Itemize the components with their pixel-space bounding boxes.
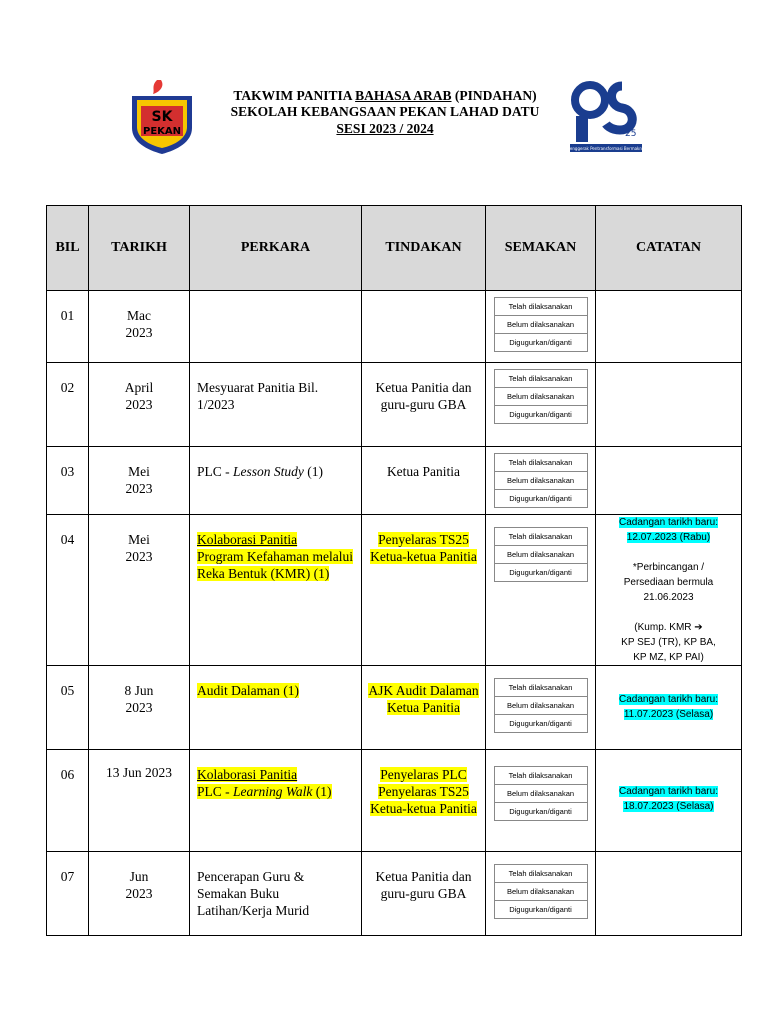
table-row — [47, 515, 742, 666]
semakan-belum[interactable]: Belum dilaksanakan — [495, 883, 587, 901]
semakan-telah[interactable]: Telah dilaksanakan — [495, 454, 587, 472]
semakan-telah[interactable]: Telah dilaksanakan — [495, 865, 587, 883]
col-tarikh: TARIKH — [89, 206, 190, 291]
catatan-cell — [596, 291, 742, 363]
title-line-3: SESI 2023 / 2024 — [336, 121, 434, 136]
bil-cell: 03 — [60, 464, 75, 479]
tarikh-cell: 13 Jun 2023 — [105, 765, 172, 780]
logo-text-sk: SK — [151, 109, 173, 125]
bil-cell: 06 — [60, 767, 75, 782]
tindakan-cell: Ketua Panitia — [386, 464, 461, 479]
catatan-cell — [596, 447, 742, 515]
table-row — [47, 666, 742, 750]
semakan-checklist[interactable] — [494, 369, 588, 424]
semakan-telah[interactable]: Telah dilaksanakan — [495, 679, 587, 697]
semakan-checklist[interactable] — [494, 678, 588, 733]
perkara-cell: Pencerapan Guru & Semakan Buku Latihan/Kerja Murid — [197, 869, 310, 918]
semakan-belum[interactable]: Belum dilaksanakan — [495, 697, 587, 715]
semakan-digugurkan[interactable]: Digugurkan/diganti — [509, 410, 572, 419]
school-logo — [127, 78, 197, 156]
col-semakan: SEMAKAN — [486, 206, 596, 291]
semakan-belum[interactable]: Belum dilaksanakan — [495, 472, 587, 490]
bil-cell: 02 — [60, 380, 75, 395]
semakan-checklist[interactable] — [494, 297, 588, 352]
tarikh-cell: April 2023 — [124, 380, 154, 412]
semakan-belum[interactable]: Belum dilaksanakan — [495, 785, 587, 803]
perkara-cell: Audit Dalaman (1) — [197, 683, 299, 698]
perkara-cell: Kolaborasi Panitia Program Kefahaman melalui Reka Bentuk (KMR) (1) — [197, 532, 353, 581]
semakan-belum[interactable]: Belum dilaksanakan — [495, 546, 587, 564]
catatan-cell: Cadangan tarikh baru: 18.07.2023 (Selasa) — [619, 786, 718, 812]
takwim-table — [46, 205, 742, 936]
tarikh-cell: Jun 2023 — [125, 869, 153, 901]
semakan-digugurkan[interactable]: Digugurkan/diganti — [509, 905, 572, 914]
semakan-telah[interactable]: Telah dilaksanakan — [495, 370, 587, 388]
title-line-2: SEKOLAH KEBANGSAAN PEKAN LAHAD DATU — [230, 104, 540, 119]
title-line-1: TAKWIM PANITIA BAHASA ARAB (PINDAHAN) — [233, 88, 537, 103]
bil-cell: 07 — [60, 869, 75, 884]
semakan-digugurkan[interactable]: Digugurkan/diganti — [509, 807, 572, 816]
table-header-row — [47, 206, 742, 291]
catatan-cell: Cadangan tarikh baru: 11.07.2023 (Selasa) — [619, 694, 718, 720]
semakan-digugurkan[interactable]: Digugurkan/diganti — [509, 494, 572, 503]
col-bil: BIL — [47, 206, 89, 291]
col-catatan: CATATAN — [596, 206, 742, 291]
logo-text-pekan: PEKAN — [142, 126, 182, 137]
tindakan-cell: Ketua Panitia dan guru-guru GBA — [375, 380, 472, 412]
bil-cell: 01 — [60, 308, 75, 323]
semakan-checklist[interactable] — [494, 864, 588, 919]
semakan-checklist[interactable] — [494, 453, 588, 508]
logo-tagline: Penggerak Pentransformasi Bermakna — [570, 146, 642, 151]
table-row — [47, 852, 742, 936]
logo-text-25: 25 — [625, 129, 637, 139]
perkara-cell — [190, 291, 361, 307]
tindakan-cell: AJK Audit Dalaman Ketua Panitia — [368, 683, 479, 715]
semakan-telah[interactable]: Telah dilaksanakan — [495, 298, 587, 316]
table-row — [47, 750, 742, 852]
col-tindakan: TINDAKAN — [362, 206, 486, 291]
table-row — [47, 363, 742, 447]
tindakan-cell: Penyelaras TS25 Ketua-ketua Panitia — [370, 532, 477, 564]
semakan-checklist[interactable] — [494, 766, 588, 821]
table-row — [47, 291, 742, 363]
semakan-belum[interactable]: Belum dilaksanakan — [495, 388, 587, 406]
tindakan-cell — [362, 291, 485, 307]
tarikh-cell: Mac 2023 — [125, 308, 153, 340]
semakan-telah[interactable]: Telah dilaksanakan — [495, 528, 587, 546]
semakan-digugurkan[interactable]: Digugurkan/diganti — [509, 568, 572, 577]
catatan-cell — [596, 363, 742, 447]
tarikh-cell: 8 Jun 2023 — [124, 683, 154, 715]
tindakan-cell: Penyelaras PLC Penyelaras TS25 Ketua-ketua Panitia — [370, 767, 477, 816]
tarikh-cell: Mei 2023 — [125, 532, 153, 564]
semakan-digugurkan[interactable]: Digugurkan/diganti — [509, 719, 572, 728]
tarikh-cell: Mei 2023 — [125, 464, 153, 496]
catatan-cell: Cadangan tarikh baru: 12.07.2023 (Rabu) *Perbincangan / Persediaan bermula 21.06.2023 (Kump. KMR ➔ KP SEJ (TR), KP BA, KP MZ, KP PAI) — [619, 517, 718, 663]
ts25-logo — [570, 78, 642, 152]
semakan-digugurkan[interactable]: Digugurkan/diganti — [509, 338, 572, 347]
tindakan-cell: Ketua Panitia dan guru-guru GBA — [375, 869, 472, 901]
col-perkara: PERKARA — [190, 206, 362, 291]
table-row — [47, 447, 742, 515]
catatan-cell — [596, 852, 742, 936]
semakan-telah[interactable]: Telah dilaksanakan — [495, 767, 587, 785]
perkara-cell: Mesyuarat Panitia Bil. 1/2023 — [197, 380, 319, 412]
semakan-checklist[interactable] — [494, 527, 588, 582]
perkara-cell: Kolaborasi Panitia PLC - Learning Walk (1) — [197, 767, 332, 799]
bil-cell: 04 — [60, 532, 75, 547]
perkara-cell: PLC - Lesson Study (1) — [197, 464, 324, 479]
bil-cell: 05 — [60, 683, 75, 698]
semakan-belum[interactable]: Belum dilaksanakan — [495, 316, 587, 334]
